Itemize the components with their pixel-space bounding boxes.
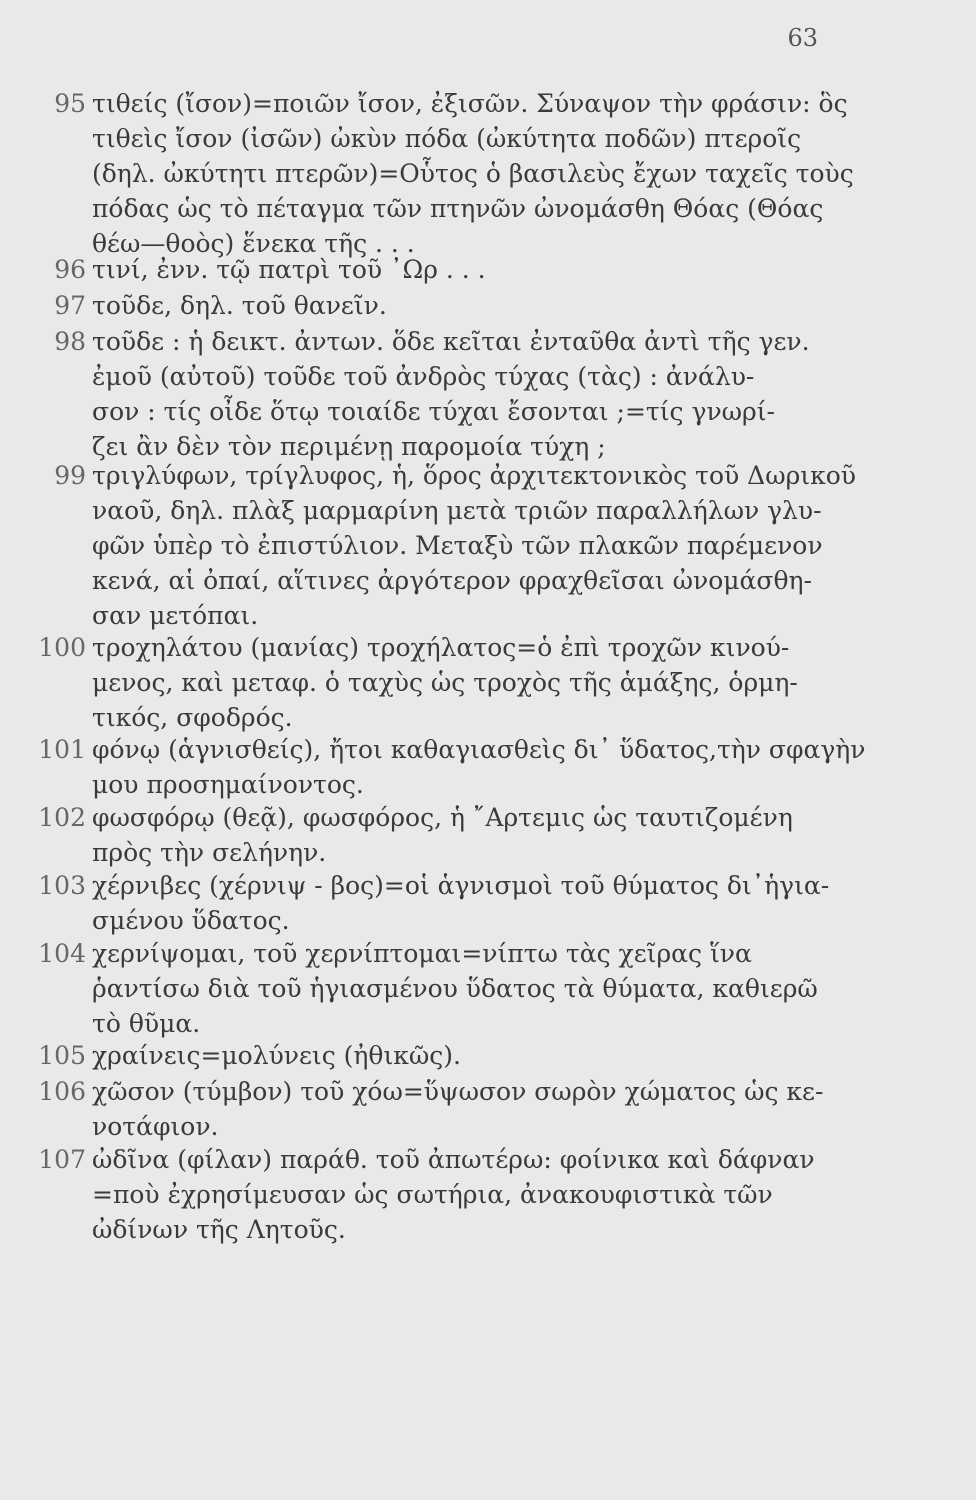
entry-line: ναοῦ, δηλ. πλὰξ μαρμαρίνη μετὰ τριῶν παραλλήλων γλυ-: [92, 496, 822, 525]
entry-line: ζει ἂν δὲν τὸν περιμένῃ παρομοία τύχη ;: [92, 432, 606, 461]
entry-line: κενά, αἱ ὀπαί, αἵτινες ἀργότερον φραχθεῖσαι ὠνομάσθη-: [92, 566, 812, 595]
entry-line: τὸ θῦμα.: [92, 1009, 201, 1038]
entry-line: μου προσημαίνοντος.: [92, 770, 364, 799]
entry-line: χερνίψομαι, τοῦ χερνίπτομαι=νίπτω τὰς χεῖρας ἵνα: [92, 939, 752, 968]
entry-number: 106: [38, 1077, 86, 1106]
entry-line: (δηλ. ὠκύτητι πτερῶν)=Οὗτος ὁ βασιλεὺς ἔχων ταχεῖς τοὺς: [92, 159, 854, 188]
entry-line: μενος, καὶ μεταφ. ὁ ταχὺς ὡς τροχὸς τῆς ἁμάξης, ὁρμη-: [92, 668, 798, 697]
entry-95: [54, 86, 854, 261]
entry-107: [38, 1142, 832, 1247]
entry-line: τικός, σφοδρός.: [92, 703, 293, 732]
entry-line: τιθεὶς ἴσον (ἰσῶν) ὠκὺν πόδα (ὠκύτητα ποδῶν) πτεροῖς: [92, 124, 802, 153]
entry-101: [38, 732, 866, 802]
entry-line: φῶν ὑπὲρ τὸ ἐπιστύλιον. Μεταξὺ τῶν πλακῶν παρέμενον: [92, 531, 823, 560]
entry-number: 99: [54, 461, 86, 490]
entry-number: 96: [54, 255, 86, 284]
entry-line: σον : τίς οἶδε ὅτῳ τοιαίδε τύχαι ἔσονται ;=τίς γνωρί-: [92, 397, 775, 426]
entry-105: [38, 1038, 832, 1073]
entry-line: φόνῳ (ἁγνισθείς), ἤτοι καθαγιασθεὶς δι᾽ ὕδατος,τὴν σφαγὴν: [92, 735, 866, 764]
entry-line: χέρνιβες (χέρνιψ - βος)=οἱ ἁγνισμοὶ τοῦ θύματος δι᾽ἡγια-: [92, 871, 830, 900]
entry-line: ὠδῖνα (φίλαν) παράθ. τοῦ ἀπωτέρω: φοίνικα καὶ δάφναν: [92, 1145, 815, 1174]
entry-104: [38, 936, 832, 1041]
entry-number: 98: [54, 327, 86, 356]
entry-102: [38, 800, 832, 870]
entry-number: 95: [54, 89, 86, 118]
entry-100: [38, 630, 832, 735]
entry-line: σμένου ὕδατος.: [92, 906, 290, 935]
entry-number: 100: [38, 633, 86, 662]
entry-number: 107: [38, 1145, 86, 1174]
entry-line: χραίνεις=μολύνεις (ἠθικῶς).: [92, 1041, 461, 1070]
entry-number: 101: [38, 735, 86, 764]
entry-number: 103: [38, 871, 86, 900]
entry-line: τροχηλάτου (μανίας) τροχήλατος=ὁ ἐπὶ τροχῶν κινού-: [92, 633, 790, 662]
entry-96: [54, 252, 832, 287]
entry-line: νοτάφιον.: [92, 1112, 219, 1141]
entry-106: [38, 1074, 832, 1144]
entry-line: ὠδίνων τῆς Λητοῦς.: [92, 1215, 346, 1244]
entry-line: χῶσον (τύμβον) τοῦ χόω=ὕψωσον σωρὸν χώματος ὡς κε-: [92, 1077, 824, 1106]
entry-line: =ποὺ ἐχρησίμευσαν ὡς σωτήρια, ἀνακουφιστικὰ τῶν: [92, 1180, 773, 1209]
entry-97: [54, 288, 832, 323]
entry-number: 97: [54, 291, 86, 320]
page-number: 63: [787, 24, 818, 52]
entry-98: [54, 324, 832, 464]
entry-line: ῥαντίσω διὰ τοῦ ἡγιασμένου ὕδατος τὰ θύματα, καθιερῶ: [92, 974, 818, 1003]
entry-line: φωσφόρῳ (θεᾷ), φωσφόρος, ἡ ῎Αρτεμις ὡς ταυτιζομένη: [92, 803, 793, 832]
entry-line: πόδας ὡς τὸ πέταγμα τῶν πτηνῶν ὠνομάσθη Θόας (Θόας: [92, 194, 824, 223]
entry-number: 105: [38, 1041, 86, 1070]
entry-line: ἐμοῦ (αὐτοῦ) τοῦδε τοῦ ἀνδρὸς τύχας (τὰς) : ἀνάλυ-: [92, 362, 755, 391]
entry-line: τοῦδε : ἡ δεικτ. ἀντων. ὅδε κεῖται ἐνταῦθα ἀντὶ τῆς γεν.: [92, 327, 810, 356]
entry-line: τινί, ἐνν. τῷ πατρὶ τοῦ ᾽Ωρ . . .: [92, 255, 486, 284]
entry-99: [54, 458, 856, 633]
entry-line: τοῦδε, δηλ. τοῦ θανεῖν.: [92, 291, 387, 320]
entry-line: τιθείς (ἴσον)=ποιῶν ἴσον, ἐξισῶν. Σύναψον τὴν φράσιν: ὃς: [92, 89, 848, 118]
entry-number: 102: [38, 803, 86, 832]
entry-line: πρὸς τὴν σελήνην.: [92, 838, 327, 867]
entry-103: [38, 868, 832, 938]
entry-number: 104: [38, 939, 86, 968]
entry-line: τριγλύφων, τρίγλυφος, ἡ, ὅρος ἀρχιτεκτονικὸς τοῦ Δωρικοῦ: [92, 461, 856, 490]
entry-line: σαν μετόπαι.: [92, 601, 259, 630]
entry-line: θέω—θοὸς) ἕνεκα τῆς . . .: [92, 229, 415, 258]
